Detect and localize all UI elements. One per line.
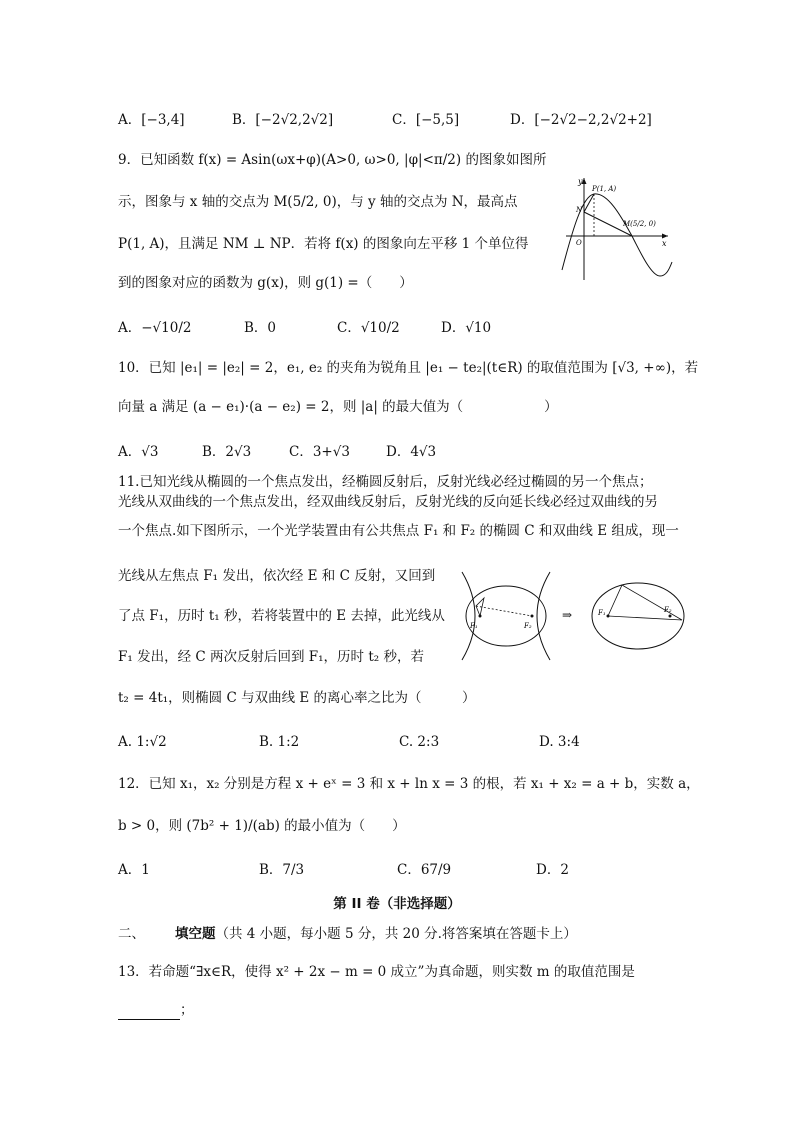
focus-f2-right [669,615,672,618]
hyperbola-right-branch [537,572,550,660]
q9-option-b: B．0 [244,320,277,336]
q12-option-c: C．67/9 [397,862,452,878]
q9-line-3: P(1, A)，且满足 NM ⊥ NP．若将 f(x) 的图象向左平移 1 个单位得 [118,236,529,252]
q10-options [118,440,678,460]
q12-option-a: A．1 [118,862,150,878]
q13-answer-line [118,1000,194,1020]
q11-option-b: B. 1:2 [259,734,300,750]
q9-sine-figure [548,172,673,282]
f1-label-left: F₁ [470,622,478,630]
q11-line-3: 一个焦点.如下图所示，一个光学装置由有公共焦点 F₁ 和 F₂ 的椭圆 C 和双曲线 E 组成，现一 [118,523,679,539]
q8-options [118,108,678,128]
q11-option-d: D. 3:4 [539,734,580,750]
q8-option-b: B．[−2√2,2√2] [232,112,334,128]
origin-label: O [576,239,582,247]
f2-label-right: F₂ [664,606,672,614]
ellipse-c-left [466,586,546,646]
point-n-label: N [576,206,583,214]
q11-line-6: F₁ 发出，经 C 两次反射后回到 F₁，历时 t₂ 秒，若 [118,649,424,665]
q11-line-2: 光线从双曲线的一个焦点发出，经双曲线反射后，反射光线的反向延长线必经过双曲线的另 [118,494,658,510]
section-2-name: 填空题 [175,926,216,942]
q9-option-d: D．√10 [441,320,492,336]
q9-option-a: A．−√10/2 [118,320,192,336]
q10-option-b: B．2√3 [202,444,252,460]
q12-line-1: 12．已知 x₁，x₂ 分别是方程 x + eˣ = 3 和 x + ln x = 3 的根，若 x₁ + x₂ = a + b，实数 a， [118,776,700,792]
q12-option-d: D．2 [536,862,569,878]
dashed-extension [476,606,532,616]
q13-line-1: 13．若命题“∃x∈R，使得 x² + 2x − m = 0 成立”为真命题，则实数 m 的取值范围是 [118,964,635,980]
q8-option-d: D．[−2√2−2,2√2+2] [510,112,652,128]
section-2-heading [118,924,577,944]
q10-option-d: D．4√3 [386,444,437,460]
q9-line-2: 示，图象与 x 轴的交点为 M(5/2, 0)，与 y 轴的交点为 N，最高点 [118,194,518,210]
q8-option-c: C．[−5,5] [392,112,460,128]
q13-answer-blank[interactable] [118,1005,180,1020]
section-title: 第 II 卷（非选择题） [333,896,461,912]
q11-option-c: C. 2:3 [399,734,440,750]
implies-arrow: ⇒ [562,608,573,622]
section-2-number: 二、 [118,926,145,942]
q11-line-4: 光线从左焦点 F₁ 发出，依次经 E 和 C 反射，又回到 [118,568,436,584]
hyperbola-left-branch [462,572,475,660]
q9-line-4: 到的图象对应的函数为 g(x)，则 g(1) =（ ） [118,275,413,291]
light-path-right [608,585,682,620]
x-axis-arrow [662,234,668,239]
q10-option-a: A．√3 [118,444,159,460]
q12-line-2: b > 0，则 (7b² + 1)/(ab) 的最小值为（ ） [118,818,406,834]
q10-line-1: 10．已知 |e₁| = |e₂| = 2，e₁, e₂ 的夹角为锐角且 |e₁ − te₂|(t∈R) 的取值范围为 [√3, +∞)，若 [118,360,699,376]
q11-line-5: 了点 F₁，历时 t₁ 秒，若将装置中的 E 去掉，此光线从 [118,608,445,624]
f2-label-left: F₂ [524,622,532,630]
q9-option-c: C．√10/2 [337,320,400,336]
q10-line-2: 向量 a 满足 (a − e₁)·(a − e₂) = 2，则 |a| 的最大值为（ ） [118,399,558,415]
q10-option-c: C．3+√3 [289,444,350,460]
q12-options [118,858,678,878]
q11-line-1: 11.已知光线从椭圆的一个焦点发出，经椭圆反射后，反射光线必经过椭圆的另一个焦点； [118,474,653,490]
q9-options [118,316,678,336]
q8-option-a: A．[−3,4] [118,112,185,128]
q13-blank-suffix: ； [180,1002,194,1018]
q11-option-a: A. 1:√2 [118,734,167,750]
f1-label-right: F₁ [598,609,606,617]
q9-line-1: 9．已知函数 f(x) = Asin(ωx+φ)(A>0, ω>0, |φ|<π/2) 的图象如图所 [118,152,547,168]
q11-line-7: t₂ = 4t₁，则椭圆 C 与双曲线 E 的离心率之比为（ ） [118,690,476,706]
point-m-label: M(5/2, 0) [623,220,656,228]
y-axis-label: y [578,177,583,186]
q11-optics-figure [458,568,690,664]
q11-options [118,734,678,754]
q12-option-b: B．7/3 [259,862,305,878]
point-p-label: P(1, A) [592,185,617,193]
section-2-description: （共 4 小题，每小题 5 分，共 20 分.将答案填在答题卡上） [215,926,577,942]
x-axis-label: x [662,239,667,248]
